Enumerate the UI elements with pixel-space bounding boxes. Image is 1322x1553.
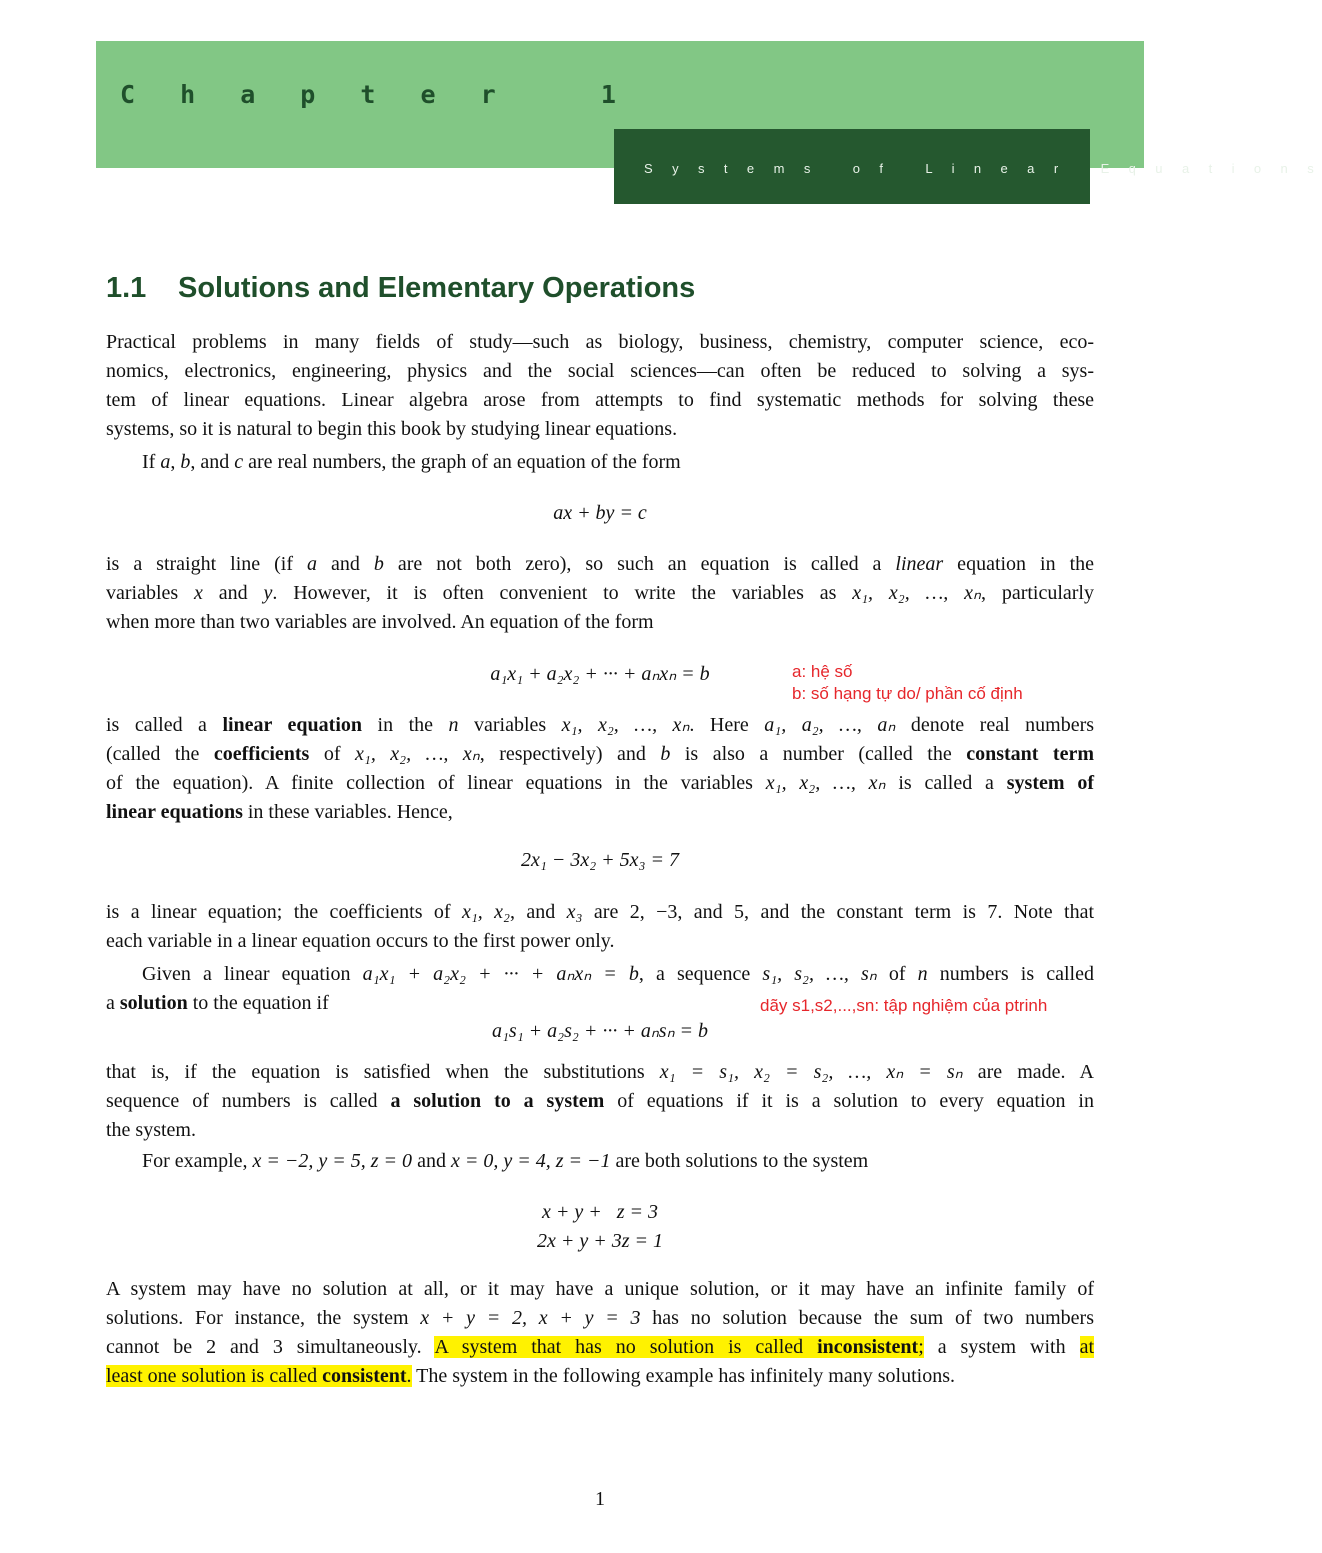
equation-system-row-1: x + y + z = 3 <box>541 1201 659 1223</box>
text-line: is a linear equation; the coefficients of x₁, x₂, and x₃ are 2, −3, and 5, and the constant term is 7. Note that <box>106 901 1095 923</box>
text-line: of the equation). A finite collection of linear equations in the variables x₁, x₂, …, xₙ is called a system of <box>106 772 1094 794</box>
text-line: is a straight line (if a and b are not both zero), so such an equation is called a linear equation in the <box>106 553 1095 575</box>
equation-line-form: ax + by = c <box>553 502 647 524</box>
text-line: the system. <box>106 1119 196 1141</box>
text-line: cannot be 2 and 3 simultaneously. A system that has no solution is called inconsistent; a system with at <box>106 1336 1094 1358</box>
text-line: Practical problems in many fields of study—such as biology, business, chemistry, computer science, eco- <box>106 331 1094 353</box>
text-line: when more than two variables are involved. An equation of the form <box>106 611 654 633</box>
text-line: nomics, electronics, engineering, physics and the social sciences—can often be reduced to solving a sys- <box>106 360 1094 382</box>
chapter-subtitle: S y s t e m s o f L i n e a r E q u a t i o n s <box>644 161 1322 176</box>
paragraph-coefficients <box>106 898 1094 956</box>
section-number: 1.1 <box>106 272 147 304</box>
equation-system-row-2: 2x + y + 3z = 1 <box>536 1230 664 1252</box>
text-line: a solution to the equation if <box>106 992 329 1014</box>
annotation-constant: b: số hạng tự do/ phần cố định <box>792 684 1023 703</box>
paragraph-example <box>106 1147 1094 1176</box>
paragraph-satisfied <box>106 1058 1094 1145</box>
text-line: systems, so it is natural to begin this book by studying linear equations. <box>106 418 678 440</box>
text-line: each variable in a linear equation occurs to the first power only. <box>106 930 615 952</box>
text-line: sequence of numbers is called a solution to a system of equations if it is a solution to every equation in <box>106 1090 1094 1112</box>
text-line: If a, b, and c are real numbers, the graph of an equation of the form <box>142 451 681 473</box>
section-title: Solutions and Elementary Operations <box>178 272 696 304</box>
paragraph-graph <box>106 448 1094 477</box>
text-line: (called the coefficients of x₁, x₂, …, xₙ, respectively) and b is also a number (called the constant term <box>106 743 1094 765</box>
equation-example: 2x₁ − 3x₂ + 5x₃ = 7 <box>521 849 679 871</box>
text-line: solutions. For instance, the system x + y = 2, x + y = 3 has no solution because the sum of two numbers <box>106 1307 1095 1329</box>
paragraph-intro <box>106 328 1094 444</box>
text-line: linear equations in these variables. Hence, <box>106 801 453 823</box>
text-line: For example, x = −2, y = 5, z = 0 and x = 0, y = 4, z = −1 are both solutions to the system <box>142 1150 869 1172</box>
text-line: least one solution is called consistent. The system in the following example has infinitely many solutions. <box>106 1365 955 1387</box>
paragraph-definition <box>106 711 1094 827</box>
paragraph-straight-line <box>106 550 1094 637</box>
chapter-subtitle-box <box>614 129 1322 204</box>
text-line: that is, if the equation is satisfied when the substitutions x₁ = s₁, x₂ = s₂, …, xₙ = sₙ are made. A <box>106 1061 1094 1083</box>
text-line: Given a linear equation a₁x₁ + a₂x₂ + ··· + aₙxₙ = b, a sequence s₁, s₂, …, sₙ of n numbers is called <box>142 963 1094 985</box>
highlight: A system that has no solution is called inconsistent; <box>434 1336 924 1358</box>
text-line: A system may have no solution at all, or it may have a unique solution, or it may have an infinite family of <box>106 1278 1094 1300</box>
highlight: least one solution is called consistent. <box>106 1365 412 1387</box>
annotation-solution-set: dãy s1,s2,...,sn: tập nghiệm của ptrinh <box>760 996 1048 1015</box>
annotation-coefficient: a: hệ số <box>792 662 853 681</box>
text-line: variables x and y. However, it is often convenient to write the variables as x₁, x₂, …, xₙ, particularly <box>106 582 1094 604</box>
equation-general-linear: a₁x₁ + a₂x₂ + ··· + aₙxₙ = b <box>490 663 710 685</box>
paragraph-consistency <box>106 1275 1094 1391</box>
section-heading <box>106 272 695 305</box>
page-number: 1 <box>595 1488 605 1510</box>
highlight: at <box>1079 1336 1094 1358</box>
text-line: is called a linear equation in the n variables x₁, x₂, …, xₙ. Here a₁, a₂, …, aₙ denote real numbers <box>106 714 1095 736</box>
chapter-label: C h a p t e r 1 <box>120 80 631 109</box>
text-line: tem of linear equations. Linear algebra arose from attempts to find systematic methods for solving these <box>106 389 1094 411</box>
equation-substitution: a₁s₁ + a₂s₂ + ··· + aₙsₙ = b <box>491 1020 709 1042</box>
